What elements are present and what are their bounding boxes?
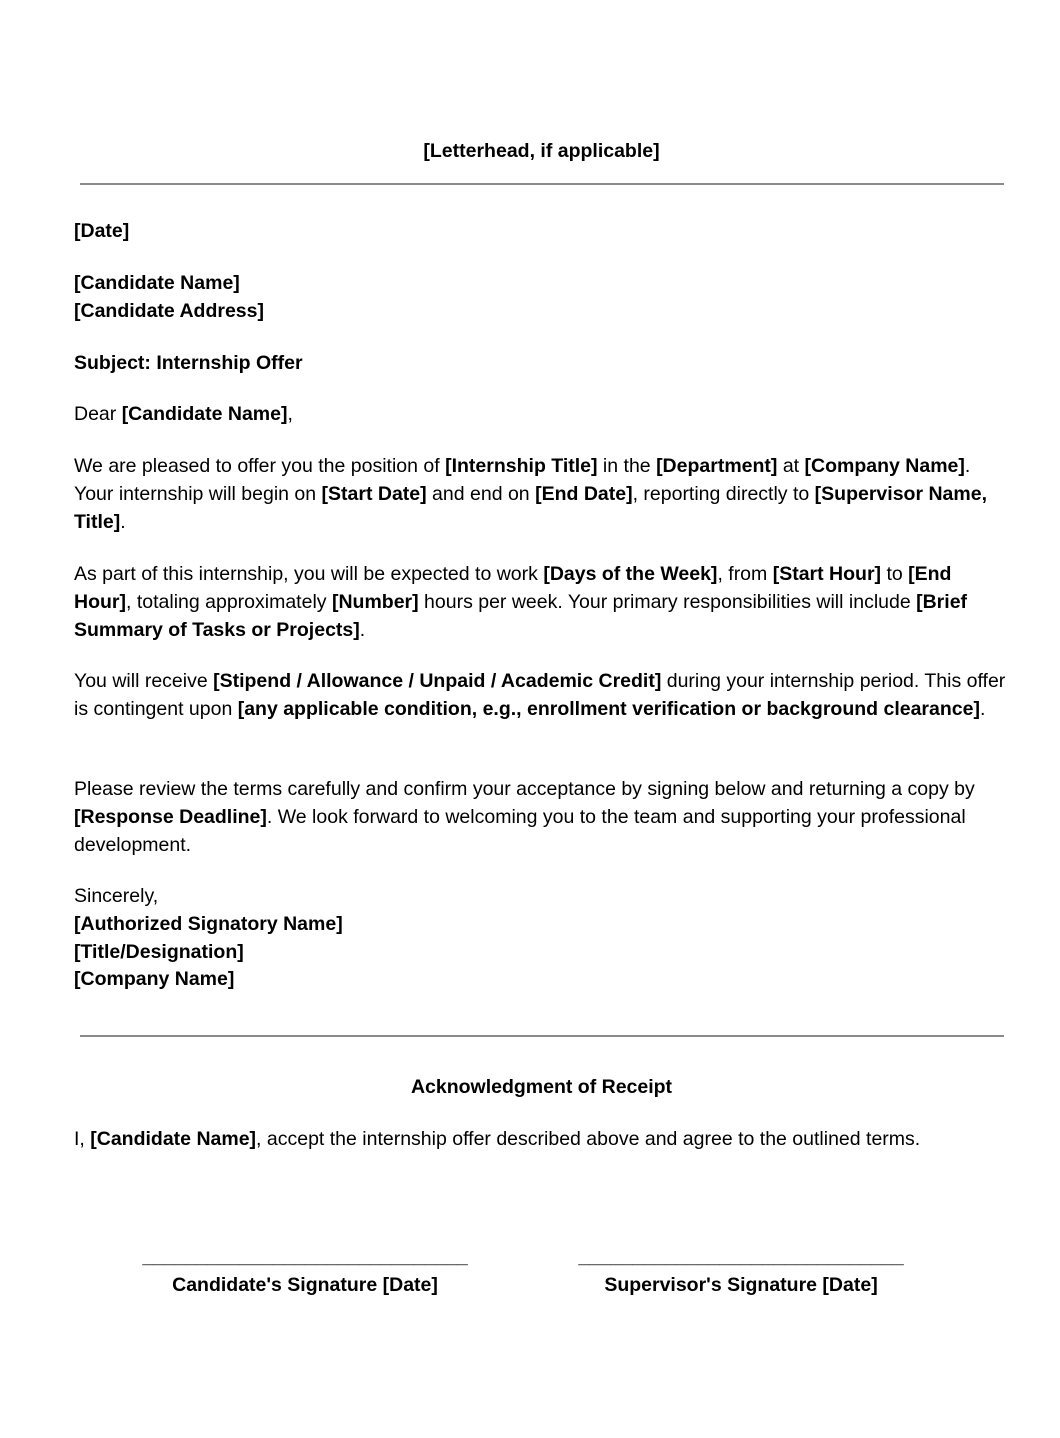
candidate-signature-label: Candidate's Signature [Date] <box>172 1274 438 1296</box>
placeholder-field: [Stipend / Allowance / Unpaid / Academic Credit] <box>213 670 662 692</box>
paragraph-text: As part of this internship, you will be expected to work <box>74 563 544 585</box>
paragraph-text: during your internship period. This offer is contingent upon <box>74 670 1006 720</box>
paragraph-text: . <box>359 618 366 641</box>
paragraph-text: . We look forward to welcoming you to the team and supporting your professional development. <box>74 805 966 856</box>
placeholder-field: [Company Name] <box>804 455 965 477</box>
placeholder-field: [Start Hour] <box>772 563 882 585</box>
candidate-address: [Candidate Address] <box>74 299 264 322</box>
paragraph-text: . <box>979 697 986 720</box>
divider-top <box>80 183 1004 185</box>
placeholder-field: [Number] <box>331 590 419 613</box>
signatory-name: [Authorized Signatory Name] <box>74 912 343 935</box>
candidate-name: [Candidate Name] <box>74 272 240 294</box>
paragraph-1 <box>74 453 1009 536</box>
signatory-company: [Company Name] <box>74 968 235 991</box>
subject: Subject: Internship Offer <box>74 352 303 374</box>
paragraph-2 <box>74 561 1009 644</box>
acknowledgment-text <box>74 1126 1009 1154</box>
supervisor-signature-line[interactable]: ______________________________ <box>578 1246 904 1268</box>
paragraph-text: to <box>881 563 909 585</box>
recipient-block <box>74 270 1009 326</box>
paragraph-text: , from <box>717 563 773 585</box>
placeholder-field: [Internship Title] <box>445 455 598 477</box>
signatory-title: [Title/Designation] <box>74 940 244 963</box>
greeting <box>74 401 1009 429</box>
placeholder-field: [End Date] <box>535 482 633 505</box>
placeholder-field: [Supervisor Name, Title] <box>74 482 987 533</box>
paragraph-3 <box>74 668 1009 724</box>
ack-suffix: , accept the internship offer described above and agree to the outlined terms. <box>256 1128 921 1150</box>
placeholder-field: [Brief Summary of Tasks or Projects] <box>74 590 968 641</box>
acknowledgment-heading: Acknowledgment of Receipt <box>410 1076 673 1098</box>
paragraph-text: . Your internship will begin on <box>74 455 971 505</box>
closing-sincerely: Sincerely, <box>74 885 159 907</box>
placeholder-field: [any applicable condition, e.g., enrollment verification or background clearance] <box>237 697 980 720</box>
paragraph-text: hours per week. Your primary responsibilities will include <box>418 590 917 613</box>
candidate-signature <box>140 1243 470 1299</box>
ack-prefix: I, <box>74 1128 91 1150</box>
paragraph-text: in the <box>597 455 657 477</box>
ack-name: [Candidate Name] <box>90 1128 257 1150</box>
closing-block <box>74 883 1009 994</box>
supervisor-signature <box>576 1243 906 1299</box>
date: [Date] <box>74 220 130 242</box>
paragraph-text: , totaling approximately <box>126 590 332 613</box>
letterhead: [Letterhead, if applicable] <box>423 140 660 162</box>
paragraph-text: and end on <box>426 482 536 505</box>
candidate-signature-line[interactable]: ______________________________ <box>142 1246 468 1268</box>
paragraph-text: Please review the terms carefully and confirm your acceptance by signing below and returning a copy by <box>74 778 975 800</box>
placeholder-field: [Start Date] <box>321 482 427 505</box>
supervisor-signature-label: Supervisor's Signature [Date] <box>604 1274 878 1296</box>
greeting-suffix: , <box>287 403 293 425</box>
paragraph-text: You will receive <box>74 670 214 692</box>
placeholder-field: [Response Deadline] <box>74 805 267 828</box>
paragraph-text: . <box>120 510 126 533</box>
greeting-name: [Candidate Name] <box>121 403 288 425</box>
greeting-prefix: Dear <box>74 403 122 425</box>
placeholder-field: [End Hour] <box>74 563 952 613</box>
paragraph-4 <box>74 776 1009 859</box>
paragraph-text: We are pleased to offer you the position of <box>74 455 446 477</box>
divider-bottom <box>80 1035 1004 1037</box>
placeholder-field: [Department] <box>656 455 778 477</box>
paragraph-text: at <box>777 455 805 477</box>
paragraph-text: , reporting directly to <box>632 482 815 505</box>
placeholder-field: [Days of the Week] <box>543 563 718 585</box>
